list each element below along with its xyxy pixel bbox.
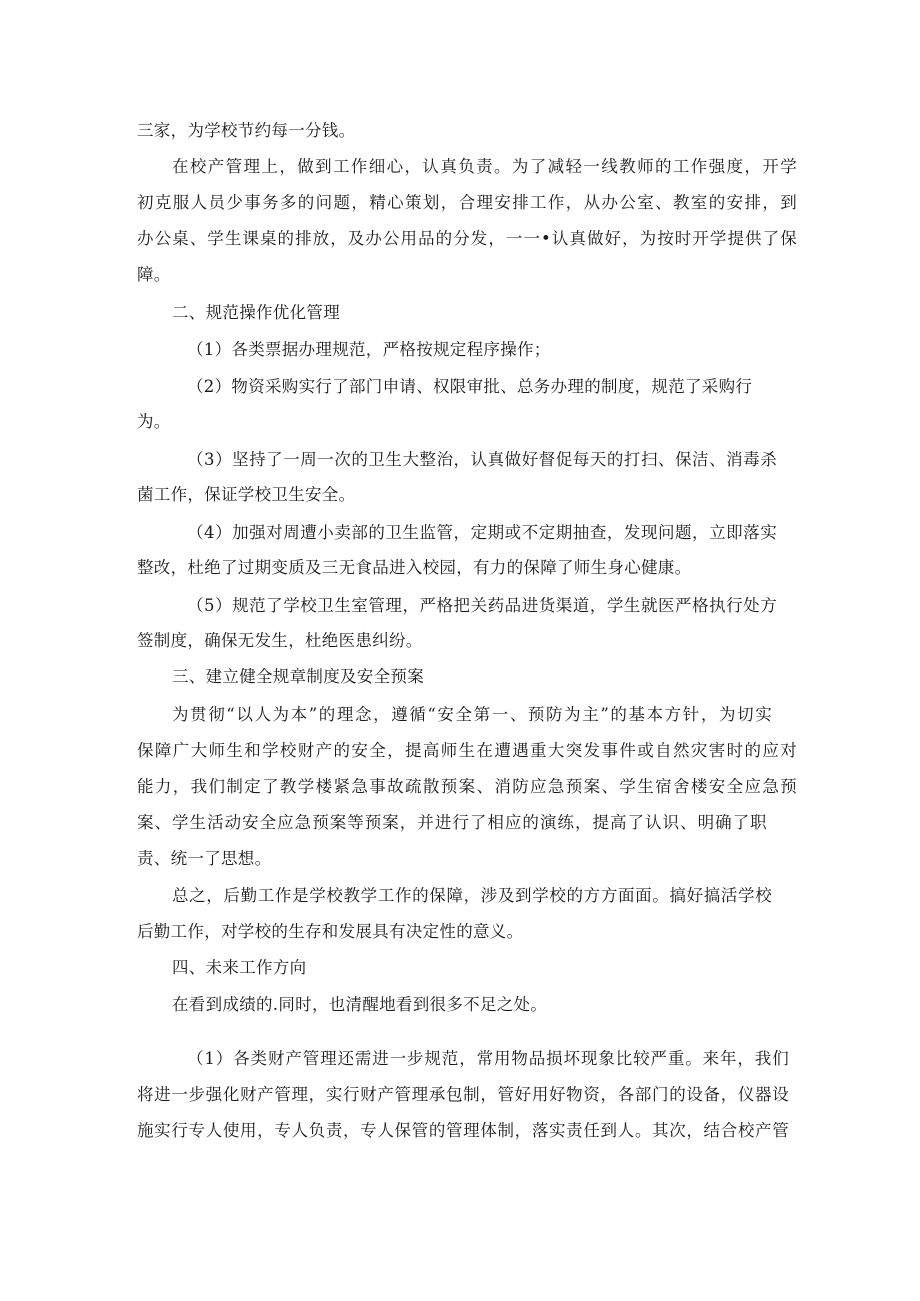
text-line: 三家，为学校节约每一分钱。 [137, 121, 356, 140]
text-line: 初克服人员少事务多的问题，精心策划，合理安排工作，从办公室、教室的安排，到 [137, 193, 797, 212]
text-line: 为。 [137, 412, 171, 431]
paragraph-line: 为贯彻“以人为本”的理念，遵循“安全第一、预防为主”的基本方针，为切实 [172, 705, 772, 724]
list-item: （5）规范了学校卫生室管理，严格把关药品进货渠道，学生就医严格执行处方 [187, 596, 777, 615]
list-item: （3）坚持了一周一次的卫生大整治，认真做好督促每天的打扫、保洁、消毒杀 [187, 450, 777, 469]
text-line: 案、学生活动安全应急预案等预案，并进行了相应的演练，提高了认识、明确了职 [137, 813, 767, 832]
text-line: 菌工作，保证学校卫生安全。 [137, 485, 356, 504]
text-line: 能力，我们制定了教学楼紧急事故疏散预案、消防应急预案、学生宿舍楼安全应急预 [137, 777, 797, 796]
paragraph-line: 在看到成绩的.同时，也清醒地看到很多不足之处。 [172, 995, 548, 1014]
section-heading: 四、未来工作方向 [172, 958, 307, 977]
text-line: 障。 [137, 265, 171, 284]
text-line: 后勤工作，对学校的生存和发展具有决定性的意义。 [137, 922, 524, 941]
list-item: （2）物资采购实行了部门申请、权限审批、总务办理的制度，规范了采购行 [187, 377, 753, 396]
section-heading: 三、建立健全规章制度及安全预案 [172, 667, 424, 686]
text-line: 签制度，确保无发生，杜绝医患纠纷。 [137, 631, 423, 650]
text-line: 办公桌、学生课桌的排放，及办公用品的分发，一一•认真做好，为按时开学提供了保 [137, 229, 797, 248]
text-line: 保障广大师生和学校财产的安全，提高师生在遭遇重大突发事件或自然灾害时的应对 [137, 741, 797, 760]
list-item: （1）各类财产管理还需进一步规范，常用物品损坏现象比较严重。来年，我们 [187, 1049, 789, 1068]
paragraph-line: 总之，后勤工作是学校教学工作的保障，涉及到学校的方方面面。搞好搞活学校 [172, 886, 772, 905]
text-line: 将进一步强化财产管理，实行财产管理承包制，管好用好物资，各部门的设备，仪器设 [137, 1085, 789, 1104]
paragraph-line: 在校产管理上，做到工作细心，认真负责。为了减轻一线教师的工作强度，开学 [172, 157, 797, 176]
text-line: 整改，杜绝了过期变质及三无食品进入校园，有力的保障了师生身心健康。 [137, 558, 692, 577]
list-item: （4）加强对周遭小卖部的卫生监管，定期或不定期抽查，发现问题，立即落实 [187, 523, 777, 542]
section-heading: 二、规范操作优化管理 [172, 303, 340, 322]
list-item: （1）各类票据办理规范，严格按规定程序操作； [187, 340, 551, 359]
text-line: 责、统一了思想。 [137, 849, 272, 868]
text-line: 施实行专人使用，专人负责，专人保管的管理体制，落实责任到人。其次，结合校产管 [137, 1121, 789, 1140]
